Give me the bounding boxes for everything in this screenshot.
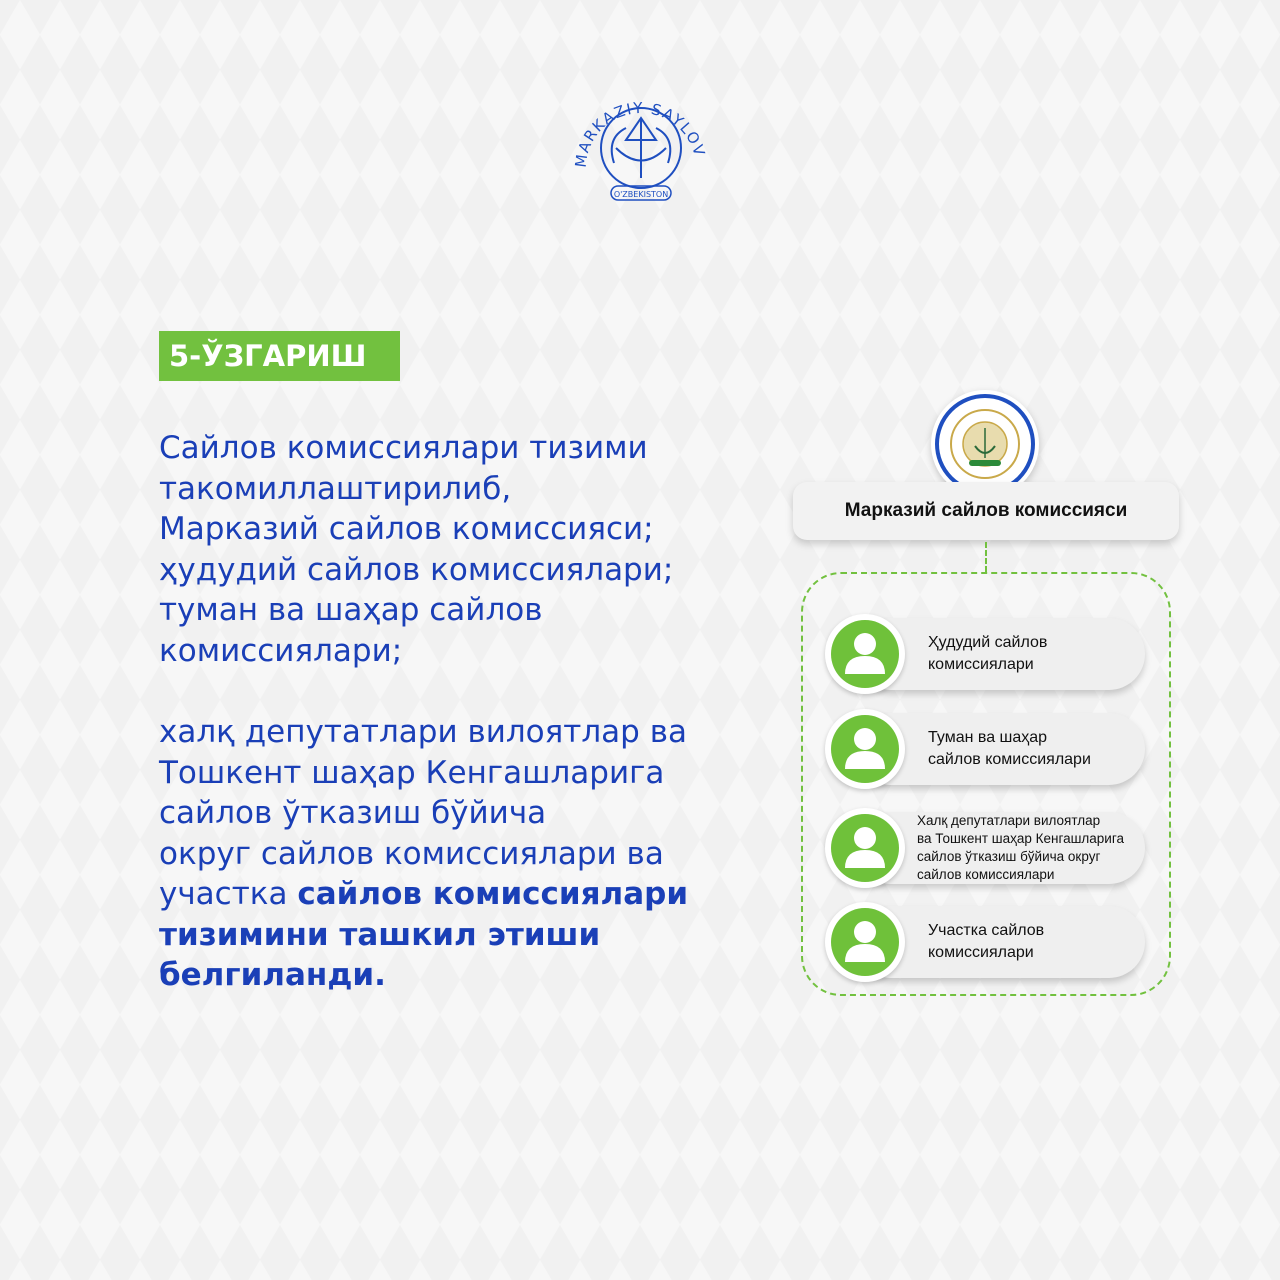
- item-label: [928, 902, 1143, 982]
- item-label-line: комиссиялари: [928, 944, 1034, 961]
- change-number-badge: [159, 331, 400, 381]
- item-label-line: Халқ депутатлари вилоятлар: [917, 813, 1101, 828]
- commission-item-regional: [825, 614, 1145, 694]
- logo-arc-text: MARKAZIY SAYLOV: [571, 98, 709, 169]
- item-label-line: ва Тошкент шаҳар Кенгашларига: [917, 831, 1124, 846]
- item-label: [917, 808, 1142, 888]
- text-line: [159, 874, 759, 915]
- badge-label: 5-ЎЗГАРИШ: [169, 339, 367, 373]
- item-label-line: Участка сайлов: [928, 922, 1045, 939]
- item-label-line: Ҳудудий сайлов: [928, 634, 1048, 651]
- text-line: сайлов ўтказиш бўйича: [159, 795, 547, 831]
- user-icon: [825, 709, 905, 789]
- text-line: такомиллаштирилиб,: [159, 470, 512, 507]
- commission-item-precinct: [825, 902, 1145, 982]
- user-icon: [825, 902, 905, 982]
- central-commission-box: [793, 482, 1179, 540]
- text-line: комиссиялари;: [159, 632, 403, 669]
- text-line: Сайлов комиссиялари тизими: [159, 430, 648, 466]
- item-label-line: Туман ва шаҳар: [928, 729, 1048, 746]
- paragraph-1: [159, 428, 759, 671]
- connector-line: [985, 542, 987, 572]
- text-line: Марказий сайлов комиссияси;: [159, 511, 654, 547]
- item-label-line: сайлов ўтказиш бўйича округ: [917, 849, 1101, 864]
- text-line: халқ депутатлари вилоятлар ва: [159, 714, 687, 750]
- cec-logo: [556, 78, 726, 208]
- user-icon: [825, 808, 905, 888]
- item-label-line: сайлов комиссиялари: [917, 867, 1055, 882]
- svg-text:MARKAZIY SAYLOV KOMISSIYASI: [556, 78, 710, 169]
- central-commission-label: Марказий сайлов комиссияси: [844, 500, 1128, 521]
- text-bold: сайлов комиссиялари: [297, 876, 689, 912]
- item-label: [928, 614, 1143, 694]
- text-line-bold: тизимини ташкил этиши: [159, 916, 601, 953]
- item-label: [928, 709, 1143, 789]
- description-text: [159, 428, 759, 996]
- text-regular: участка: [159, 876, 298, 912]
- item-label-line: комиссиялари: [928, 656, 1034, 673]
- text-line-bold: белгиланди.: [159, 957, 386, 993]
- user-icon: [825, 614, 905, 694]
- text-line: туман ва шаҳар сайлов: [159, 592, 543, 628]
- commission-item-district-city: [825, 709, 1145, 789]
- text-line: округ сайлов комиссиялари ва: [159, 835, 664, 872]
- paragraph-2: [159, 712, 759, 996]
- text-line: Тошкент шаҳар Кенгашларига: [159, 754, 665, 791]
- logo-bottom-text: O'ZBEKISTON: [613, 190, 669, 199]
- item-label-line: сайлов комиссиялари: [928, 751, 1091, 768]
- text-line: ҳудудий сайлов комиссиялари;: [159, 551, 674, 588]
- commission-item-constituency: [825, 808, 1145, 888]
